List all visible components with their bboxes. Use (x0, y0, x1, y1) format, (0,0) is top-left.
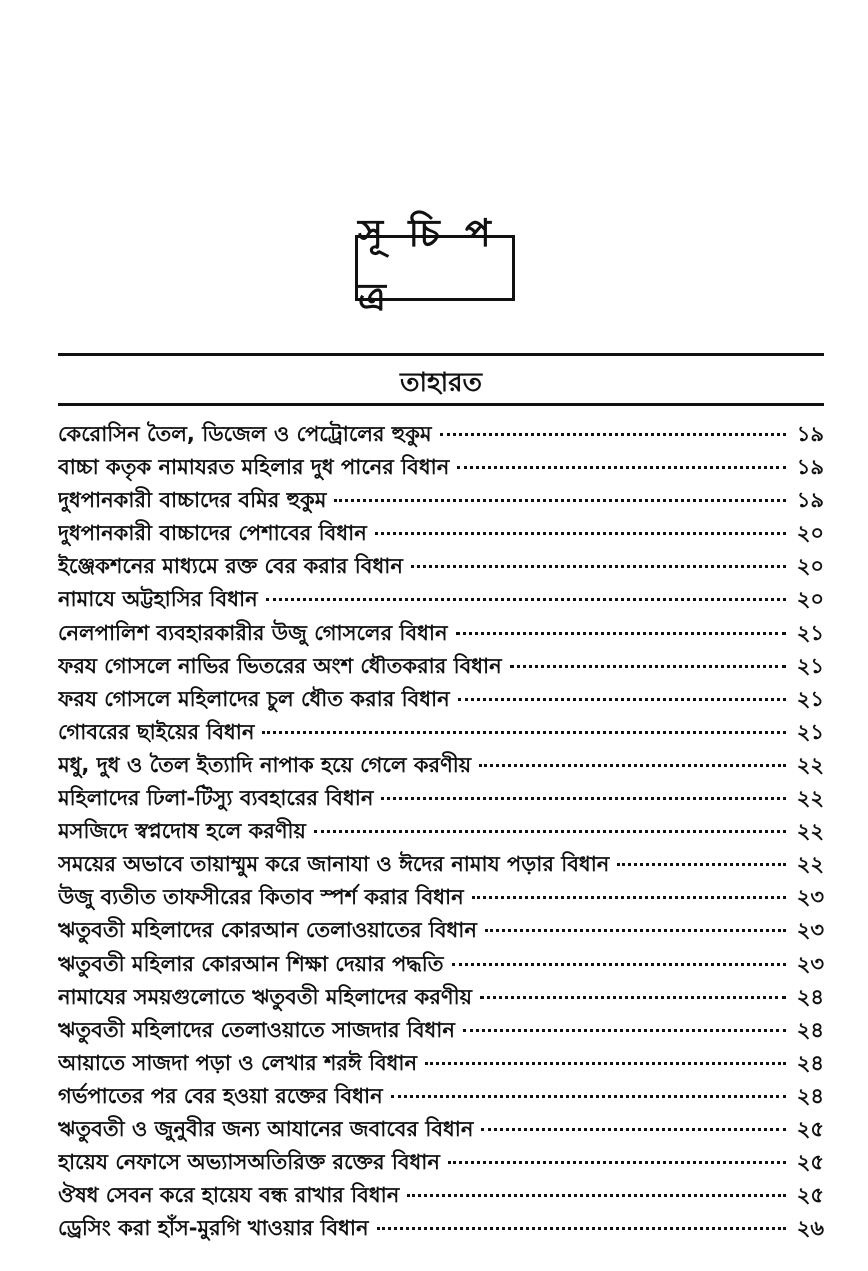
toc-entry[interactable] (58, 1113, 824, 1146)
toc-dot-leader (314, 830, 786, 833)
toc-entry-title: সময়ের অভাবে তায়াম্মুম করে জানাযা ও ঈদের নামায পড়ার বিধান (58, 852, 610, 877)
toc-entry[interactable] (58, 1047, 824, 1080)
toc-dot-leader (481, 1128, 786, 1131)
toc-entry-title: হায়েয নেফাসে অভ্যাসঅতিরিক্ত রক্তের বিধান (58, 1150, 440, 1175)
toc-entry-page-number: ২২ (796, 786, 824, 811)
toc-entry-page-number: ২১ (796, 620, 824, 645)
toc-dot-leader (266, 598, 786, 601)
toc-entry[interactable] (58, 749, 824, 782)
toc-entry-page-number: ২৫ (796, 1150, 824, 1175)
toc-entry[interactable] (58, 848, 824, 881)
page-title: সূ চি প ত্র (355, 235, 515, 301)
toc-entry-title: ফরয গোসলে মহিলাদের চুল ধৌত করার বিধান (58, 686, 450, 711)
toc-entry[interactable] (58, 914, 824, 947)
toc-entry-page-number: ১৯ (796, 422, 824, 446)
toc-entry-page-number: ২২ (796, 852, 824, 877)
toc-dot-leader (391, 1095, 786, 1098)
toc-dot-leader (457, 466, 786, 469)
toc-dot-leader (407, 1194, 786, 1197)
toc-entry[interactable] (58, 881, 824, 914)
toc-entry-title: ঔষধ সেবন করে হায়েয বন্ধ রাখার বিধান (58, 1183, 400, 1208)
toc-entry[interactable] (58, 451, 824, 484)
toc-entry-title: কেরোসিন তৈল, ডিজেল ও পেট্রোলের হুকুম (58, 422, 432, 446)
toc-entry[interactable] (58, 683, 824, 716)
toc-entry[interactable] (58, 948, 824, 981)
toc-entry-page-number: ২১ (796, 653, 824, 678)
toc-entry-page-number: ২০ (796, 521, 824, 546)
toc-entry-title: ঋতুবতী মহিলাদের তেলাওয়াতে সাজদার বিধান (58, 1017, 455, 1042)
toc-entry[interactable] (58, 650, 824, 683)
toc-entry-page-number: ২৪ (796, 1083, 824, 1108)
toc-entry-page-number: ২৪ (796, 984, 824, 1009)
toc-entry-title: মধু, দুধ ও তৈল ইত্যাদি নাপাক হয়ে গেলে করণীয় (58, 752, 472, 777)
toc-entry[interactable] (58, 782, 824, 815)
toc-entry-title: ফরয গোসলে নাভির ভিতরের অংশ ধৌতকরার বিধান (58, 653, 502, 678)
toc-entry-page-number: ২৪ (796, 1050, 824, 1075)
toc-entry-title: ড্রেসিং করা হাঁস-মুরগি খাওয়ার বিধান (58, 1216, 369, 1241)
toc-dot-leader (617, 863, 786, 866)
toc-dot-leader (452, 963, 786, 966)
toc-dot-leader (411, 565, 786, 568)
toc-dot-leader (463, 1029, 786, 1032)
toc-entry-page-number: ১৯ (796, 455, 824, 480)
toc-entry-page-number: ২২ (796, 752, 824, 777)
section-rule-top (58, 353, 824, 356)
table-of-contents (58, 418, 824, 1245)
toc-entry-title: ঋতুবতী ও জুনুবীর জন্য আযানের জবাবের বিধান (58, 1116, 474, 1141)
section-heading: তাহারত (399, 368, 483, 398)
toc-entry[interactable] (58, 716, 824, 749)
toc-dot-leader (510, 665, 786, 668)
toc-entry-title: উজু ব্যতীত তাফসীরের কিতাব স্পর্শ করার বিধান (58, 885, 464, 910)
toc-entry-page-number: ২৪ (796, 1017, 824, 1042)
toc-entry-title: ঋতুবতী মহিলাদের কোরআন তেলাওয়াতের বিধান (58, 918, 477, 943)
toc-entry-title: গোবরের ছাইয়ের বিধান (58, 719, 255, 744)
toc-entry-page-number: ২৩ (796, 951, 824, 976)
toc-entry[interactable] (58, 550, 824, 583)
section-rule-bottom (58, 403, 824, 406)
toc-entry-title: নেলপালিশ ব্যবহারকারীর উজু গোসলের বিধান (58, 620, 448, 645)
toc-entry-page-number: ২১ (796, 719, 824, 744)
toc-dot-leader (375, 532, 786, 535)
toc-entry-title: আয়াতে সাজদা পড়া ও লেখার শরঈ বিধান (58, 1050, 418, 1075)
toc-entry-page-number: ২০ (796, 554, 824, 579)
toc-entry[interactable] (58, 1080, 824, 1113)
toc-dot-leader (377, 1227, 786, 1230)
toc-dot-leader (440, 433, 786, 436)
toc-entry[interactable] (58, 1179, 824, 1212)
toc-entry-page-number: ২৩ (796, 885, 824, 910)
toc-entry-title: নামাযের সময়গুলোতে ঋতুবতী মহিলাদের করণীয় (58, 984, 472, 1009)
toc-entry-page-number: ১৯ (796, 488, 824, 513)
toc-entry-page-number: ২৬ (796, 1216, 824, 1241)
toc-entry-title: নামাযে অট্টহাসির বিধান (58, 587, 258, 612)
toc-dot-leader (456, 632, 786, 635)
toc-dot-leader (472, 896, 786, 899)
toc-entry-title: ইঞ্জেকশনের মাধ্যমে রক্ত বের করার বিধান (58, 554, 403, 579)
toc-entry-title: ঋতুবতী মহিলার কোরআন শিক্ষা দেয়ার পদ্ধতি (58, 951, 444, 976)
toc-dot-leader (262, 731, 786, 734)
toc-entry-title: মসজিদে স্বপ্নদোষ হলে করণীয় (58, 819, 306, 844)
toc-entry-title: বাচ্চা কতৃক নামাযরত মহিলার দুধ পানের বিধান (58, 455, 450, 480)
toc-dot-leader (458, 698, 786, 701)
toc-entry-page-number: ২১ (796, 686, 824, 711)
toc-entry-title: দুধপানকারী বাচ্চাদের বমির হুকুম (58, 488, 327, 513)
toc-dot-leader (425, 1062, 786, 1065)
toc-entry-page-number: ২০ (796, 587, 824, 612)
toc-entry-page-number: ২২ (796, 819, 824, 844)
toc-entry-title: দুধপানকারী বাচ্চাদের পেশাবের বিধান (58, 521, 367, 546)
toc-entry-page-number: ২৩ (796, 918, 824, 943)
toc-entry[interactable] (58, 418, 824, 451)
toc-entry[interactable] (58, 981, 824, 1014)
toc-entry-title: মহিলাদের ঢিলা-টিস্যু ব্যবহারের বিধান (58, 786, 374, 811)
toc-entry[interactable] (58, 1146, 824, 1179)
toc-dot-leader (381, 797, 786, 800)
toc-entry[interactable] (58, 517, 824, 550)
toc-entry[interactable] (58, 815, 824, 848)
toc-dot-leader (480, 996, 786, 999)
toc-entry[interactable] (58, 1014, 824, 1047)
toc-dot-leader (448, 1161, 786, 1164)
toc-entry-page-number: ২৫ (796, 1183, 824, 1208)
toc-entry[interactable] (58, 617, 824, 650)
toc-entry[interactable] (58, 484, 824, 517)
toc-entry[interactable] (58, 583, 824, 616)
toc-dot-leader (479, 764, 786, 767)
toc-entry-page-number: ২৫ (796, 1116, 824, 1141)
toc-dot-leader (334, 499, 786, 502)
toc-dot-leader (485, 929, 786, 932)
toc-entry-title: গর্ভপাতের পর বের হওয়া রক্তের বিধান (58, 1083, 383, 1108)
toc-entry[interactable] (58, 1212, 824, 1245)
